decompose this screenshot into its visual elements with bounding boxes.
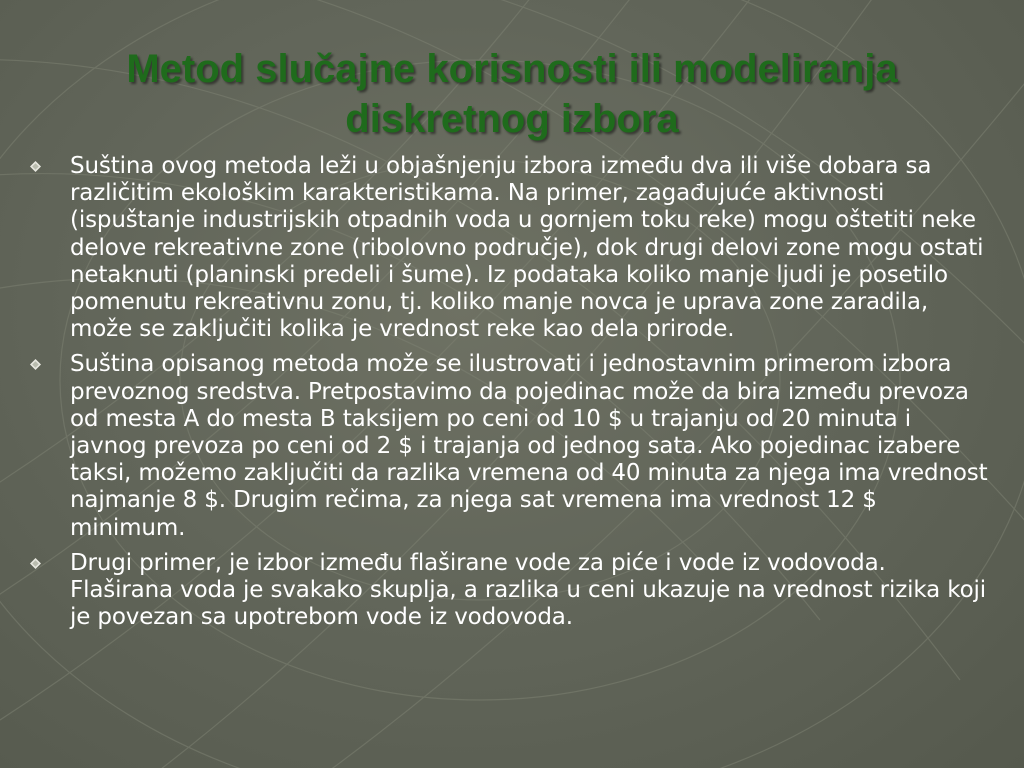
slide-title <box>40 44 984 144</box>
bullet-item <box>30 550 994 632</box>
slide-title-line-1: Metod slučajne korisnosti ili modeliranja <box>126 47 898 91</box>
bullet-list <box>30 153 994 639</box>
bullet-text: Suština opisanog metoda može se ilustrovati i jednostavnim primerom izbora prevoznog sredstva. Pretpostavimo da pojedinac može da bira između prevoza od mesta A do mesta B taksijem po ceni od 10 $ u trajanju od 20 minuta i javnog prevoza po ceni od 2 $ i trajanja od jednog sata. Ako pojedinac izabere taksi, možemo zaključiti da razlika vremena od 40 minuta za njega ima vrednost najmanje 8 $. Drugim rečima, za njega sat vremena ima vrednost 12 $ minimum. <box>70 351 988 541</box>
bullet-item <box>30 153 994 343</box>
bullet-text: Suština ovog metoda leži u objašnjenju izbora između dva ili više dobara sa različitim ekološkim karakteristikama. Na primer, zagađujuće aktivnosti (ispuštanje industrijskih otpadnih voda u gornjem toku reke) mogu oštetiti neke delove rekreativne zone (ribolovno područje), dok drugi delovi zone mogu ostati netaknuti (planinski predeli i šume). Iz podataka koliko manje ljudi je posetilo pomenutu rekreativnu zonu, tj. koliko manje novca je uprava zone zaradila, može se zaključiti kolika je vrednost reke kao dela prirode. <box>70 153 984 343</box>
slide-title-line-2: diskretnog izbora <box>345 97 679 141</box>
diamond-bullet-icon <box>30 359 41 370</box>
diamond-bullet-icon <box>30 161 41 172</box>
bullet-item <box>30 351 994 541</box>
bullet-text: Drugi primer, je izbor između flaširane vode za piće i vode iz vodovoda. Flaširana voda je svakako skuplja, a razlika u ceni ukazuje na vrednost rizika koji je povezan sa upotrebom vode iz vodovoda. <box>70 549 986 631</box>
diamond-bullet-icon <box>30 558 41 569</box>
